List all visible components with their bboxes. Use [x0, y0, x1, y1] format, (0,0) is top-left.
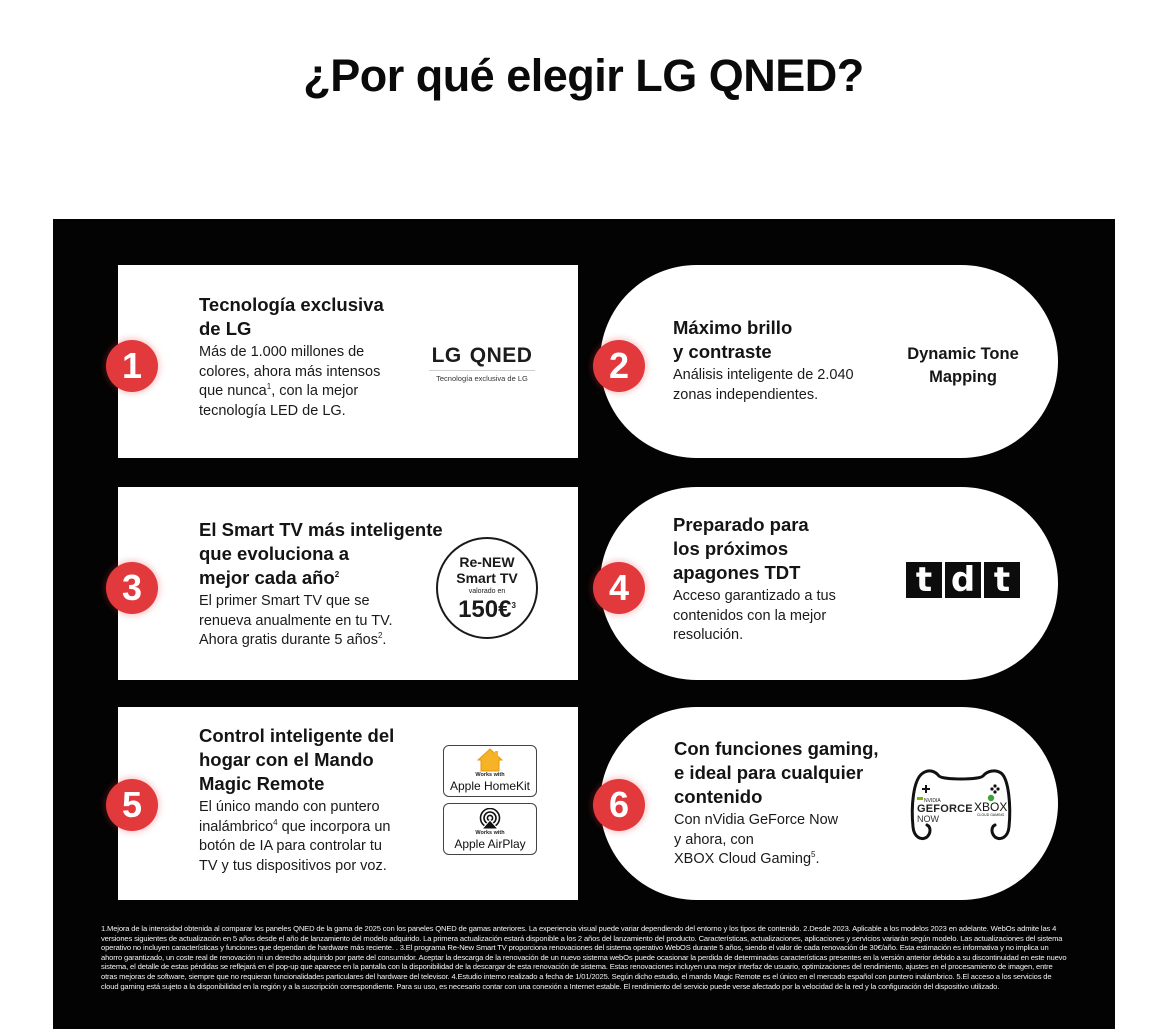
legal-footnote: 1.Mejora de la intensidad obtenida al comparar los paneles QNED de la gama de 2025 con los paneles QNED de gamas anteriores. La experiencia visual puede variar dependiendo del entorno y los tipos de contenido. 2.Desde 2023. Aplicable a los modelos 2023 en adelante. WebOs admite las 4 versiones siguientes de actualización en 5 años desde el año de lanzamiento del modelo adquirido. La primera actualización estará disponible a los 2 años del lanzamiento del producto. Características, actualizaciones, aplicaciones y servicios variarán según modelo. Las actualizaciones del sistema operativo no incluyen características y funciones que dependan de hardware más reciente. . 3.El programa Re-New Smart TV proporciona renovaciones del sistema operativo WebOS durante 5 años, siendo el valor de cada renovación de 30€/año. Esta estimación es informativa y no implica un ahorro garantizado, un coste real de renovación ni un derecho adquirido por parte del consumidor. Aceptar la descarga de la renovación de un nuevo sistema webOs puede ocasionar la perdida de determinadas características presentes en la versión anterior debido a su discontinuidad en este nuevo sistema, el detalle de estas pérdidas se reflejará en el pop-up que aparece en la pantalla con la disponibilidad de la descargar de esta renovación de sistema. Estas renovaciones incluyen una mejor interfaz de usuario, optimizaciones del rendimiento, ajustes en el procesamiento de imagen, entre otras mejoras de software, siempre que no requieran funcionalidades particulares del hardware del televisor. 4.Estudio interno realizado a fecha de 1/01/2025. Según dicho estudio, el mando Magic Remote es el único en el mercado español con puntero inalámbrico. 5.El acceso a los servicios de cloud gaming está sujeto a la disponibilidad en la región y a la suscripción correspondiente. Para su uso, es necesario contar con una conexión a Internet estable. El rendimiento del servicio puede verse afectado por la velocidad de la red y la configuración del dispositivo utilizado.: [101, 924, 1067, 991]
feature-3-description: El primer Smart TV que se renueva anualmente en tu TV. Ahora gratis durante 5 años$^2$.: [199, 593, 393, 648]
feature-4-heading: Preparado para los próximos apagones TDT: [673, 514, 809, 583]
page-title: ¿Por qué elegir LG QNED?: [303, 50, 864, 101]
dynamic-tone-mapping-label: Dynamic Tone Mapping: [907, 345, 1019, 386]
feature-6-text: [674, 737, 904, 870]
renew-smart-tv-badge: Re-NEW Smart TV valorado en 150€$^3$: [436, 537, 538, 639]
feature-6-description: Con nVidia GeForce Now y ahora, con XBOX Cloud Gaming$^5$.: [674, 812, 839, 867]
lg-qned-logo: LG QNED Tecnología exclusiva de LG: [429, 344, 535, 383]
feature-6-heading: Con funciones gaming, e ideal para cualquier contenido: [674, 738, 879, 807]
feature-3-text: [199, 518, 469, 651]
feature-4-text: [673, 513, 893, 646]
feature-number-3: 3: [106, 562, 158, 614]
feature-5-text: [199, 724, 449, 876]
features-panel: [53, 219, 1115, 1029]
gamepad-logo: [909, 767, 1013, 843]
feature-5-description: El único mando con puntero inalámbrico$^4$ que incorpora un botón de IA para controlar tu TV y tus dispositivos por voz.: [199, 799, 391, 874]
feature-2-description: Análisis inteligente de 2.040 zonas independientes.: [673, 367, 854, 403]
airplay-icon: [478, 808, 502, 830]
home-icon: [477, 748, 503, 772]
feature-1-description: Más de 1.000 millones de colores, ahora más intensos que nunca$^1$, con la mejor tecnología LED de LG.: [199, 344, 381, 419]
xbox-cloud-gaming-logo: XBOX CLOUD GAMING: [974, 800, 1008, 817]
feature-number-1: 1: [106, 340, 158, 392]
feature-3-heading: El Smart TV más inteligente que evoluciona a mejor cada año$^2$: [199, 519, 443, 588]
feature-1-text: [199, 293, 419, 421]
tdt-logo: t d t: [906, 562, 1020, 598]
feature-number-5: 5: [106, 779, 158, 831]
apple-homekit-badge: Works with Apple HomeKit: [443, 745, 537, 797]
apple-airplay-badge: Works with Apple AirPlay: [443, 803, 537, 855]
feature-number-4: 4: [593, 562, 645, 614]
feature-number-2: 2: [593, 340, 645, 392]
feature-1-heading: Tecnología exclusiva de LG: [199, 294, 384, 339]
geforce-now-logo: NVIDIA GEFORCE NOW: [917, 798, 973, 824]
feature-2-heading: Máximo brillo y contraste: [673, 317, 793, 362]
feature-2-text: [673, 316, 893, 405]
apple-badges: [443, 745, 537, 855]
feature-number-6: 6: [593, 779, 645, 831]
feature-5-heading: Control inteligente del hogar con el Mando Magic Remote: [199, 725, 395, 794]
feature-4-description: Acceso garantizado a tus contenidos con la mejor resolución.: [673, 588, 836, 643]
